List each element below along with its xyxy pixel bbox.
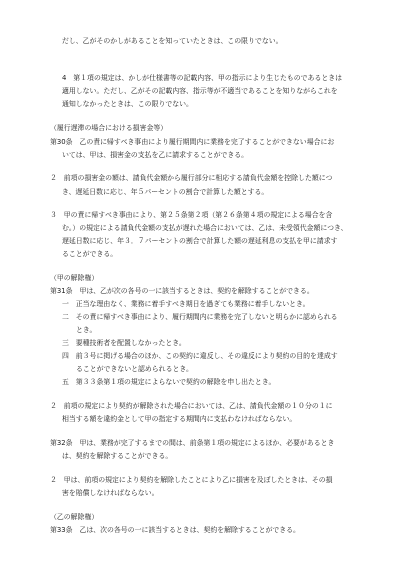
text-line: ２ 甲は、前項の規定により契約を解除したことにより乙に損害を及ぼしたときは、その損 [50, 476, 333, 484]
text-line: は、契約を解除することができる。 [62, 452, 173, 460]
section-heading: （甲の解除権） [50, 274, 99, 282]
text-line: ることができる。 [62, 250, 118, 258]
text-line: 第30条 乙の責に帰すべき事由により履行期間内に業務を完了することができない場合にお [50, 138, 335, 146]
text-line: ることができないと認められるとき。 [76, 365, 193, 373]
text-line: ３ 甲の責に帰すべき事由により、第２５条第２項（第２６条第４項の規定による場合を含 [50, 211, 333, 219]
text-line: いては、甲は、損害金の支払を乙に請求することができる。 [62, 151, 249, 159]
text-line: ２ 前項の規定により契約が解除された場合においては、乙は、請負代金額の１０分の１に [50, 402, 333, 410]
text-line: 4 第１項の規定は、かしが仕様書等の記載内容、甲の指示により生じたものであるときは [62, 74, 343, 82]
text-line: だし、乙がそのかしがあることを知っていたときは、この限りでない。 [62, 37, 283, 45]
text-line: 害を賠償しなければならない。 [62, 489, 159, 497]
list-item: 四 前３号に掲げる場合のほか、この契約に違反し、その違反により契約の目的を達成す [62, 352, 338, 360]
text-line: 相当する額を違約金として甲の指定する期間内に支払わなければならない。 [62, 415, 297, 423]
text-line: 遅延日数に応じ、年３．７パーセントの割合で計算した額の遅延利息の支払を甲に請求す [62, 237, 338, 245]
list-item: 五 第３３条第１項の規定によらないで契約の解除を申し出たとき。 [62, 378, 276, 386]
text-line: ２ 前項の損害金の額は、請負代金額から履行部分に相応する請負代金額を控除した額につ [50, 174, 333, 182]
text-line: む。）の規定による請負代金額の支払が遅れた場合においては、乙は、未受領代金額につき、 [62, 224, 348, 232]
text-line: 第33条 乙は、次の各号の一に該当するときは、契約を解除することができる。 [50, 526, 300, 534]
section-heading: （乙の解除権） [50, 513, 99, 521]
section-heading: （履行遅滞の場合における損害金等） [50, 124, 168, 132]
list-item: 三 要種技術者を配置しなかったとき。 [62, 339, 186, 347]
list-item: 一 正当な理由なく、業務に着手すべき期日を過ぎても業務に着手しないとき。 [62, 300, 310, 308]
text-line: 通知しなかったときは、この限りでない。 [62, 100, 193, 108]
text-line: 第31条 甲は、乙が次の各号の一に該当するときは、契約を解除することができる。 [50, 287, 314, 295]
text-line: き、遅延日数に応じ、年５パーセントの割合で計算した額とする。 [62, 188, 269, 196]
text-line: 適用しない。ただし、乙がその記載内容、指示等が不適当であることを知りながらこれを [62, 87, 338, 95]
list-item: 二 その責に帰すべき事由により、履行期間内に業務を完了しないと明らかに認められる [62, 313, 338, 321]
text-line: とき。 [76, 326, 97, 334]
text-line: 第32条 甲は、業務が完了するまでの間は、前条第１項の規定によるほか、必要があるとき [50, 439, 335, 447]
